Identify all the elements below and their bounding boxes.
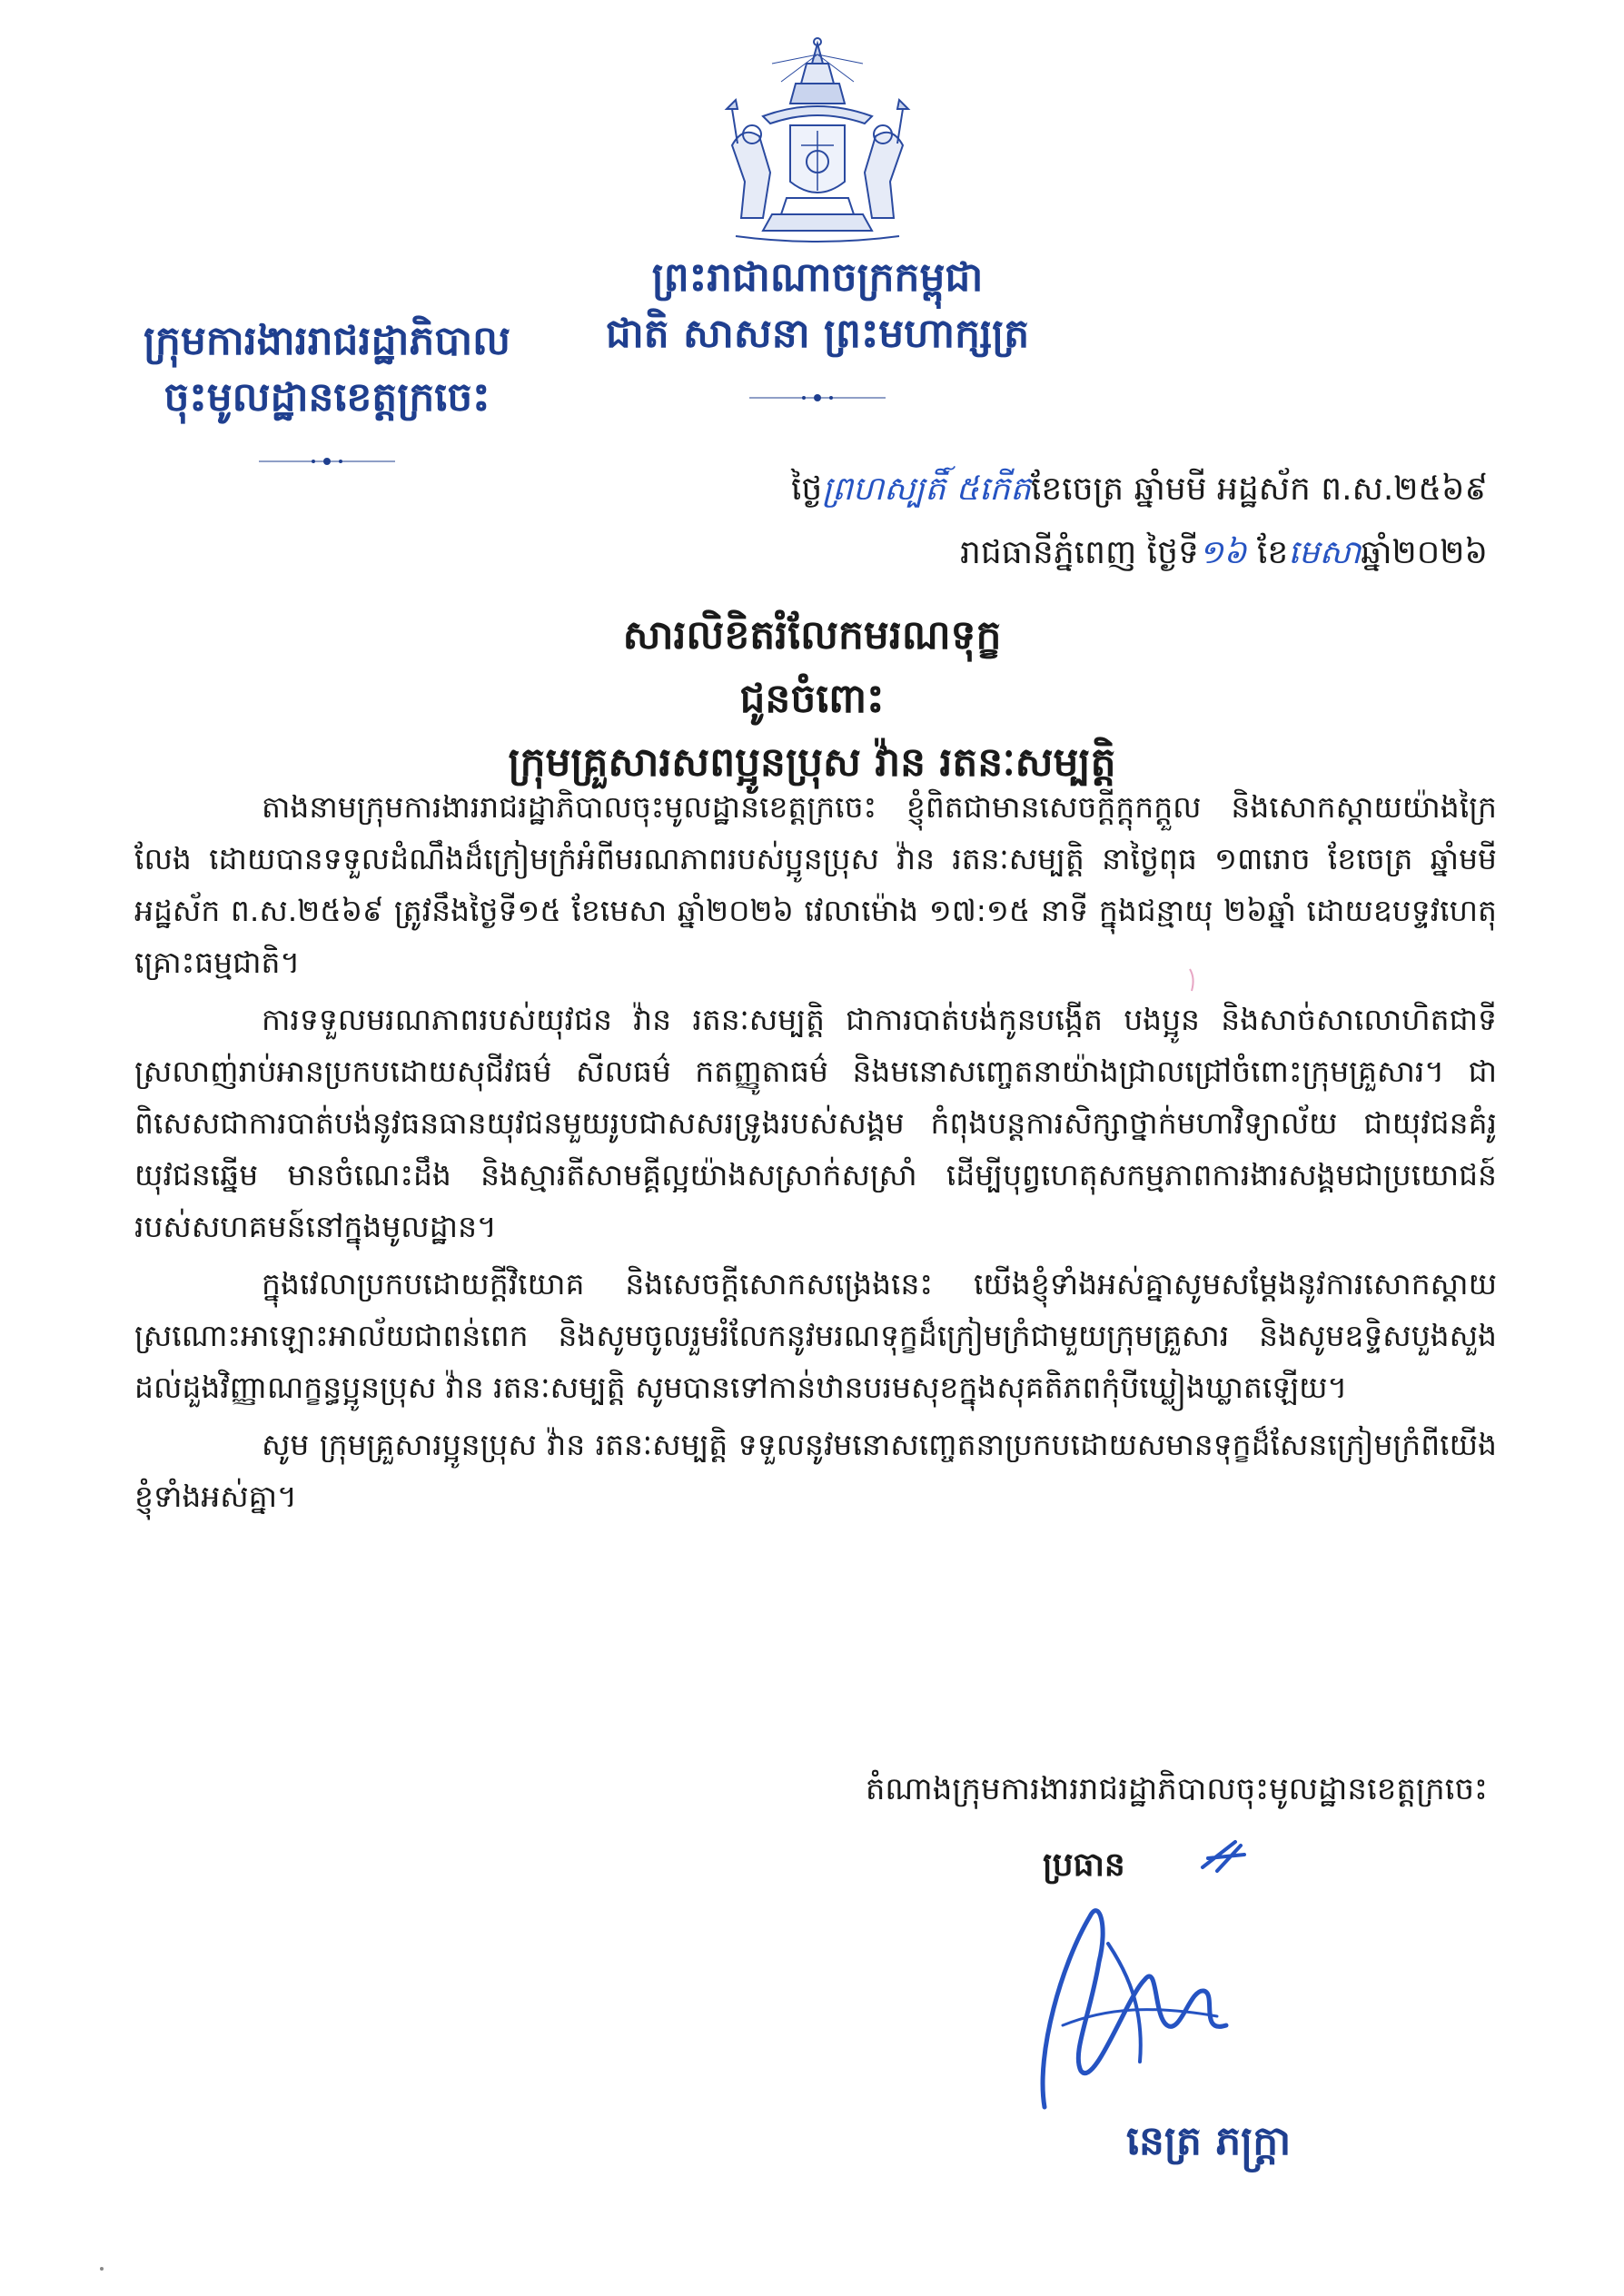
solar-date-suffix: ឆ្នាំ២០២៦ [1361, 534, 1488, 571]
margin-mark-icon [1188, 967, 1197, 993]
issuer-name: ក្រុមការងាររាជរដ្ឋាភិបាល [143, 318, 511, 364]
solar-month-label: ខែ [1246, 534, 1289, 571]
lunar-date [791, 468, 1488, 516]
letter-to: ជូនចំពោះ [739, 676, 885, 722]
initial-mark-icon [1199, 1835, 1253, 1880]
solar-date [960, 531, 1488, 579]
issuer-block [100, 313, 554, 482]
solar-date-prefix: រាជធានីភ្នំពេញ ថ្ងៃទី [959, 534, 1199, 571]
letter-recipient: ក្រុមគ្រួសារសពប្អូនប្រុស វ៉ាន រតនៈសម្បត្តិ [508, 739, 1116, 786]
national-motto: ជាតិ សាសនា ព្រះមហាក្សត្រ [605, 311, 1030, 357]
solar-month-handwritten: មេសា [1288, 534, 1362, 571]
letter-titles [272, 604, 1352, 795]
signer-role: ប្រធាន [1043, 1846, 1125, 1884]
ornament-divider-icon [749, 392, 886, 403]
kingdom-name: ព្រះរាជាណាចក្រកម្ពុជា [651, 254, 984, 301]
body-paragraph-1: តាងនាមក្រុមការងាររាជរដ្ឋាភិបាលចុះមូលដ្ឋានខេត្តក្រចេះ ខ្ញុំពិតជាមានសេចក្តីក្តុកក្តួល និងសោកស្តាយយ៉ាងក្រៃលែង ដោយបានទទួលដំណឹងដ៏ក្រៀមក្រំអំពីមរណភាពរបស់ប្អូនប្រុស វ៉ាន រតនៈសម្បត្តិ នាថ្ងៃពុធ ១៣រោច ខែចេត្រ ឆ្នាំមមី អដ្ឋស័ក ព.ស.២៥៦៩ ត្រូវនឹងថ្ងៃទី១៥ ខែមេសា ឆ្នាំ២០២៦ វេលាម៉ោង ១៧:១៥ នាទី ក្នុងជន្មាយុ ២៦ឆ្នាំ ដោយឧបទ្ទវហេតុគ្រោះធម្មជាតិ។ [134, 789, 1497, 980]
lunar-date-suffix: ខែចេត្រ ឆ្នាំមមី អដ្ឋស័ក ព.ស.២៥៦៩ [1031, 470, 1488, 508]
ornament-divider-icon [259, 456, 395, 467]
lunar-date-handwritten: ព្រហស្បតិ៍ ៥កើត [822, 470, 1031, 508]
body-paragraph-3: ក្នុងវេលាប្រកបដោយក្តីវិយោគ និងសេចក្តីសោកសង្រេងនេះ យើងខ្ញុំទាំងអស់គ្នាសូមសម្តែងនូវការសោកស្តាយ ស្រណោះអាឡោះអាល័យជាពន់ពេក និងសូមចូលរួមរំលែកនូវមរណទុក្ខដ៏ក្រៀមក្រំជាមួយក្រុមគ្រួសារ និងសូមឧទ្ទិសបួងសួងដល់ដួងវិញ្ញាណក្ខន្ធប្អូនប្រុស វ៉ាន រតនៈសម្បត្តិ សូមបានទៅកាន់ឋានបរមសុខក្នុងសុគតិភពកុំបីឃ្លៀងឃ្លាតឡើយ។ [134, 1266, 1497, 1405]
solar-day-handwritten: ១៦ [1198, 534, 1247, 571]
scan-dot [100, 2267, 104, 2271]
letter-title: សារលិខិតរំលែកមរណទុក្ខ [622, 612, 1002, 658]
lunar-date-prefix: ថ្ងៃ [790, 470, 823, 508]
signer-name: នេត្រ ភក្ត្រា [1126, 2118, 1292, 2164]
letter-body [134, 781, 1497, 1528]
handwritten-signature-icon [1008, 1889, 1272, 2116]
closing-on-behalf: តំណាងក្រុមការងាររាជរដ្ឋាភិបាលចុះមូលដ្ឋានខេត្តក្រចេះ [865, 1771, 1488, 1807]
body-paragraph-4: សូម ក្រុមគ្រួសារប្អូនប្រុស វ៉ាន រតនៈសម្បត្តិ ទទួលនូវមនោសញ្ចេតនាប្រកបដោយសមានទុក្ខដ៏សែនក្រៀមក្រំពីយើងខ្ញុំទាំងអស់គ្នា។ [134, 1427, 1497, 1514]
kingdom-heading [545, 250, 1090, 419]
royal-emblem-icon [699, 36, 936, 254]
body-paragraph-2: ការទទួលមរណភាពរបស់យុវជន វ៉ាន រតនៈសម្បត្តិ ជាការបាត់បង់កូនបង្កើត បងប្អូន និងសាច់សាលោហិតជាទីស្រលាញ់រាប់អានប្រកបដោយសុជីវធម៌ សីលធម៌ កតញ្ញូតាធម៌ និងមនោសញ្ចេតនាយ៉ាងជ្រាលជ្រៅចំពោះក្រុមគ្រួសារ។ ជាពិសេសជាការបាត់បង់នូវធនធានយុវជនមួយរូបជាសសរទ្រូងរបស់សង្គម កំពុងបន្តការសិក្សាថ្នាក់មហាវិទ្យាល័យ ជាយុវជនគំរូ យុវជនឆ្នើម មានចំណេះដឹង និងស្មារតីសាមគ្គីល្អយ៉ាងសស្រាក់សស្រាំ ដើម្បីបុព្វហេតុសកម្មភាពការងារសង្គមជាប្រយោជន៍របស់សហគមន៍នៅក្នុងមូលដ្ឋាន។ [134, 1002, 1497, 1244]
issuer-location: ចុះមូលដ្ឋានខេត្តក្រចេះ [163, 374, 490, 421]
